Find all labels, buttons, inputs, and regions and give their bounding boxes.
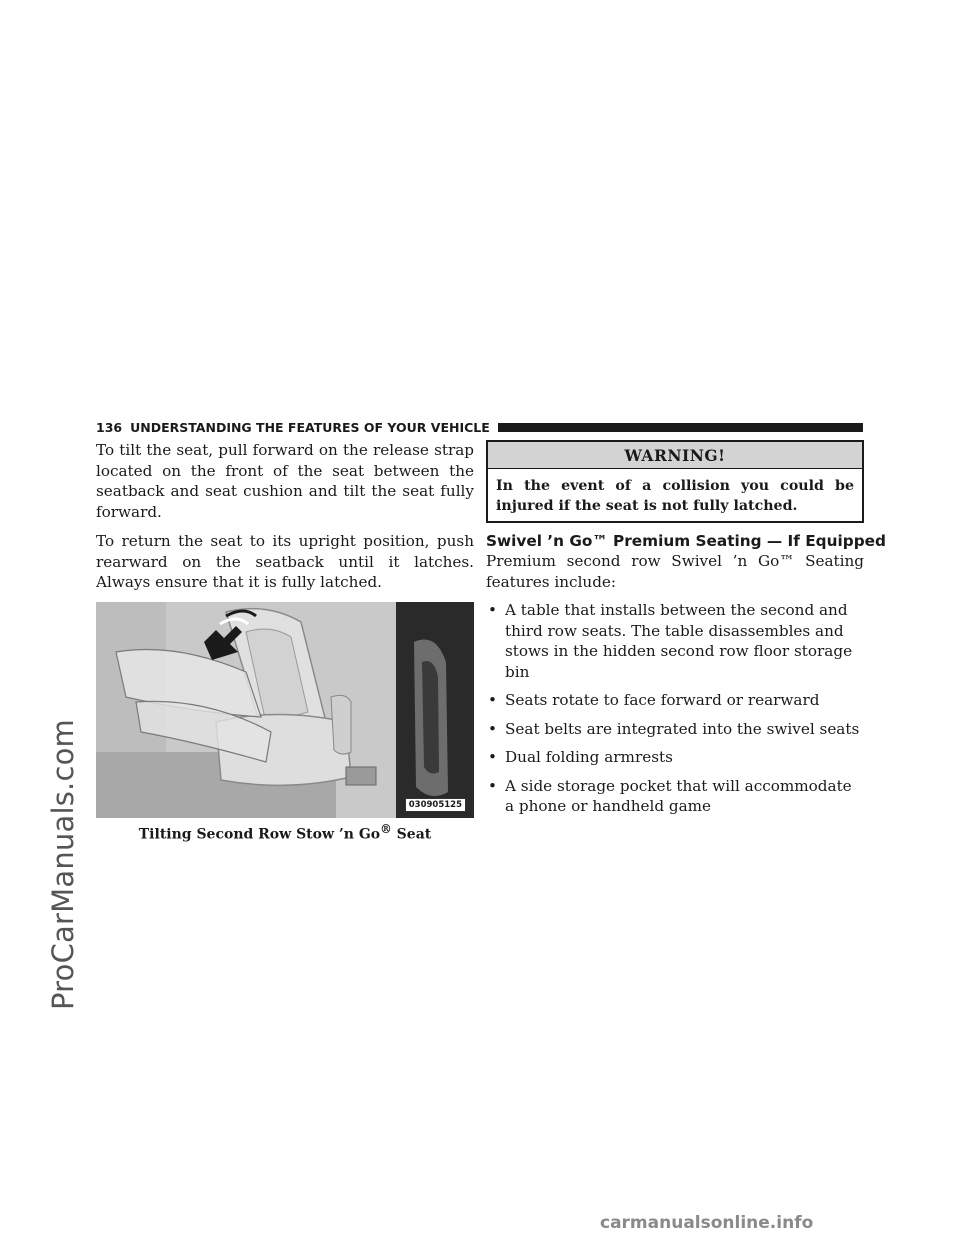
bullet-icon: • (488, 748, 497, 766)
tilt-instructions: To tilt the seat, pull forward on the release strap located on the front of the seat between the seatback and seat cushion and tilt the seat fully forward. (96, 441, 474, 521)
bullet-icon: • (488, 601, 497, 619)
section-intro: Premium second row Swivel ’n Go™ Seating features include: (486, 552, 864, 591)
bullet-icon: • (488, 776, 497, 795)
side-watermark: ProCarManuals.com (46, 719, 80, 1010)
return-instructions: To return the seat to its upright position, push rearward on the seatback until it latches. Always ensure that it is fully latched. (96, 532, 474, 591)
section-title: Swivel ’n Go™ Premium Seating — If Equipped (486, 532, 886, 550)
list-item-text: Seats rotate to face forward or rearward (505, 691, 820, 709)
footer-watermark: carmanualsonline.info (600, 1213, 814, 1233)
list-item-text: A table that installs between the second and third row seats. The table disassembles and stows in the hidden second row floor storage bin (505, 601, 853, 681)
list-item-text: Dual folding armrests (505, 748, 673, 766)
list-item (486, 747, 864, 768)
list-item (486, 719, 864, 740)
bullet-icon: • (488, 691, 497, 709)
caption-tail: Seat (391, 826, 432, 843)
warning-box (486, 440, 864, 523)
feature-list (486, 600, 864, 817)
list-item (486, 690, 864, 711)
list-item (486, 776, 864, 817)
figure-code: 030905125 (405, 798, 466, 812)
list-item-text: A side storage pocket that will accommodate a phone or handheld game (505, 776, 852, 815)
bullet-icon: • (488, 719, 497, 738)
right-column (486, 440, 886, 817)
caption-text: Tilting Second Row Stow ’n Go (138, 826, 381, 843)
list-item-text: Seat belts are integrated into the swivel seats (505, 719, 860, 738)
seat-illustration (96, 602, 474, 818)
registered-mark: ® (380, 821, 392, 836)
seat-photo (96, 602, 474, 818)
figure-caption (96, 822, 474, 843)
header-rule (498, 423, 863, 432)
page-number: 136 (96, 419, 123, 435)
list-item (486, 600, 864, 682)
seat-figure (96, 602, 474, 843)
warning-text: In the event of a collision you could be injured if the seat is not fully latched. (496, 478, 854, 514)
left-column (96, 440, 474, 842)
section-header-title: UNDERSTANDING THE FEATURES OF YOUR VEHICLE (130, 419, 490, 435)
warning-heading: WARNING! (488, 442, 862, 469)
page-header (96, 419, 863, 435)
